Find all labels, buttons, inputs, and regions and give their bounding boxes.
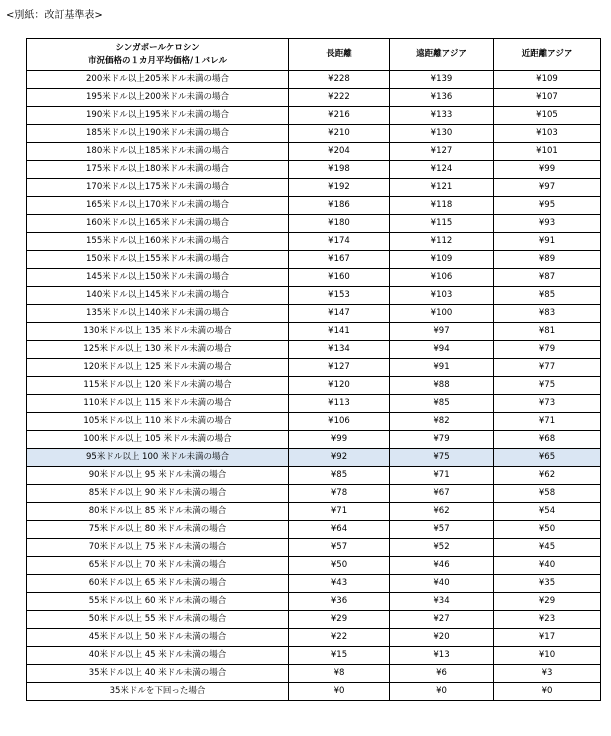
cell-price-range: 125米ドル以上 130 米ドル未満の場合: [27, 341, 289, 359]
table-row: [27, 395, 601, 413]
cell-long-distance: ¥153: [289, 287, 390, 305]
table-row: [27, 665, 601, 683]
cell-far-asia: ¥85: [390, 395, 494, 413]
cell-near-asia: ¥103: [494, 125, 601, 143]
cell-far-asia: ¥20: [390, 629, 494, 647]
cell-near-asia: ¥73: [494, 395, 601, 413]
cell-long-distance: ¥198: [289, 161, 390, 179]
cell-price-range: 190米ドル以上195米ドル未満の場合: [27, 107, 289, 125]
cell-near-asia: ¥85: [494, 287, 601, 305]
cell-far-asia: ¥106: [390, 269, 494, 287]
table-row: [27, 215, 601, 233]
cell-near-asia: ¥0: [494, 683, 601, 701]
table-row: [27, 413, 601, 431]
cell-near-asia: ¥45: [494, 539, 601, 557]
cell-long-distance: ¥192: [289, 179, 390, 197]
cell-near-asia: ¥91: [494, 233, 601, 251]
cell-price-range: 105米ドル以上 110 米ドル未満の場合: [27, 413, 289, 431]
table-row: [27, 233, 601, 251]
cell-far-asia: ¥100: [390, 305, 494, 323]
header-near-asia: 近距離アジア: [494, 39, 601, 71]
cell-long-distance: ¥120: [289, 377, 390, 395]
table-row: [27, 269, 601, 287]
cell-price-range: 155米ドル以上160米ドル未満の場合: [27, 233, 289, 251]
cell-far-asia: ¥46: [390, 557, 494, 575]
cell-far-asia: ¥75: [390, 449, 494, 467]
cell-near-asia: ¥77: [494, 359, 601, 377]
cell-long-distance: ¥186: [289, 197, 390, 215]
cell-price-range: 80米ドル以上 85 米ドル未満の場合: [27, 503, 289, 521]
header-condition-line2: 市況価格の１カ月平均価格/１バレル: [88, 55, 227, 66]
cell-near-asia: ¥105: [494, 107, 601, 125]
table-row: [27, 89, 601, 107]
table-row: [27, 575, 601, 593]
cell-near-asia: ¥50: [494, 521, 601, 539]
table-row: [27, 521, 601, 539]
cell-far-asia: ¥121: [390, 179, 494, 197]
cell-long-distance: ¥228: [289, 71, 390, 89]
cell-long-distance: ¥64: [289, 521, 390, 539]
cell-long-distance: ¥160: [289, 269, 390, 287]
header-condition: [27, 39, 289, 71]
cell-near-asia: ¥17: [494, 629, 601, 647]
cell-price-range: 45米ドル以上 50 米ドル未満の場合: [27, 629, 289, 647]
cell-long-distance: ¥8: [289, 665, 390, 683]
cell-near-asia: ¥71: [494, 413, 601, 431]
cell-near-asia: ¥10: [494, 647, 601, 665]
cell-far-asia: ¥27: [390, 611, 494, 629]
table-row: [27, 179, 601, 197]
cell-far-asia: ¥67: [390, 485, 494, 503]
cell-near-asia: ¥65: [494, 449, 601, 467]
cell-long-distance: ¥22: [289, 629, 390, 647]
cell-far-asia: ¥40: [390, 575, 494, 593]
cell-far-asia: ¥34: [390, 593, 494, 611]
cell-far-asia: ¥6: [390, 665, 494, 683]
table-row: [27, 683, 601, 701]
cell-near-asia: ¥62: [494, 467, 601, 485]
cell-near-asia: ¥58: [494, 485, 601, 503]
cell-price-range: 85米ドル以上 90 米ドル未満の場合: [27, 485, 289, 503]
cell-price-range: 35米ドル以上 40 米ドル未満の場合: [27, 665, 289, 683]
cell-near-asia: ¥97: [494, 179, 601, 197]
cell-near-asia: ¥35: [494, 575, 601, 593]
cell-price-range: 195米ドル以上200米ドル未満の場合: [27, 89, 289, 107]
cell-near-asia: ¥81: [494, 323, 601, 341]
table-row: [27, 611, 601, 629]
cell-price-range: 135米ドル以上140米ドル未満の場合: [27, 305, 289, 323]
table-row: [27, 323, 601, 341]
table-row: [27, 593, 601, 611]
table-row: [27, 557, 601, 575]
cell-long-distance: ¥167: [289, 251, 390, 269]
table-row: [27, 197, 601, 215]
cell-near-asia: ¥3: [494, 665, 601, 683]
cell-long-distance: ¥174: [289, 233, 390, 251]
cell-near-asia: ¥89: [494, 251, 601, 269]
table-body: [27, 71, 601, 701]
cell-near-asia: ¥107: [494, 89, 601, 107]
cell-near-asia: ¥93: [494, 215, 601, 233]
rate-table: [26, 38, 601, 701]
table-row: [27, 503, 601, 521]
cell-near-asia: ¥68: [494, 431, 601, 449]
cell-price-range: 185米ドル以上190米ドル未満の場合: [27, 125, 289, 143]
cell-long-distance: ¥15: [289, 647, 390, 665]
cell-long-distance: ¥180: [289, 215, 390, 233]
table-row: [27, 161, 601, 179]
cell-far-asia: ¥136: [390, 89, 494, 107]
cell-price-range: 50米ドル以上 55 米ドル未満の場合: [27, 611, 289, 629]
cell-price-range: 115米ドル以上 120 米ドル未満の場合: [27, 377, 289, 395]
header-far-asia: 遠距離アジア: [390, 39, 494, 71]
cell-long-distance: ¥141: [289, 323, 390, 341]
cell-price-range: 40米ドル以上 45 米ドル未満の場合: [27, 647, 289, 665]
cell-long-distance: ¥36: [289, 593, 390, 611]
cell-far-asia: ¥71: [390, 467, 494, 485]
cell-price-range: 60米ドル以上 65 米ドル未満の場合: [27, 575, 289, 593]
table-row: [27, 341, 601, 359]
cell-long-distance: ¥147: [289, 305, 390, 323]
table-row: [27, 431, 601, 449]
cell-near-asia: ¥75: [494, 377, 601, 395]
table-row: [27, 305, 601, 323]
cell-price-range: 200米ドル以上205米ドル未満の場合: [27, 71, 289, 89]
cell-far-asia: ¥82: [390, 413, 494, 431]
cell-far-asia: ¥139: [390, 71, 494, 89]
cell-near-asia: ¥109: [494, 71, 601, 89]
table-row: [27, 485, 601, 503]
cell-far-asia: ¥52: [390, 539, 494, 557]
document-title: <別紙：改訂基準表>: [6, 10, 103, 21]
cell-far-asia: ¥97: [390, 323, 494, 341]
cell-long-distance: ¥204: [289, 143, 390, 161]
cell-long-distance: ¥50: [289, 557, 390, 575]
cell-price-range: 75米ドル以上 80 米ドル未満の場合: [27, 521, 289, 539]
cell-far-asia: ¥130: [390, 125, 494, 143]
cell-long-distance: ¥106: [289, 413, 390, 431]
cell-price-range: 175米ドル以上180米ドル未満の場合: [27, 161, 289, 179]
cell-near-asia: ¥83: [494, 305, 601, 323]
table-row: [27, 125, 601, 143]
table-row: [27, 287, 601, 305]
cell-long-distance: ¥210: [289, 125, 390, 143]
cell-long-distance: ¥134: [289, 341, 390, 359]
cell-near-asia: ¥99: [494, 161, 601, 179]
cell-price-range: 100米ドル以上 105 米ドル未満の場合: [27, 431, 289, 449]
cell-long-distance: ¥85: [289, 467, 390, 485]
cell-price-range: 140米ドル以上145米ドル未満の場合: [27, 287, 289, 305]
cell-far-asia: ¥133: [390, 107, 494, 125]
table-row: [27, 251, 601, 269]
table-row: [27, 143, 601, 161]
cell-price-range: 35米ドルを下回った場合: [27, 683, 289, 701]
table-row: [27, 107, 601, 125]
cell-long-distance: ¥78: [289, 485, 390, 503]
cell-long-distance: ¥0: [289, 683, 390, 701]
cell-price-range: 55米ドル以上 60 米ドル未満の場合: [27, 593, 289, 611]
cell-far-asia: ¥62: [390, 503, 494, 521]
cell-near-asia: ¥87: [494, 269, 601, 287]
cell-price-range: 160米ドル以上165米ドル未満の場合: [27, 215, 289, 233]
cell-price-range: 90米ドル以上 95 米ドル未満の場合: [27, 467, 289, 485]
cell-long-distance: ¥127: [289, 359, 390, 377]
cell-price-range: 165米ドル以上170米ドル未満の場合: [27, 197, 289, 215]
cell-far-asia: ¥118: [390, 197, 494, 215]
cell-price-range: 65米ドル以上 70 米ドル未満の場合: [27, 557, 289, 575]
cell-near-asia: ¥29: [494, 593, 601, 611]
table-row: [27, 629, 601, 647]
cell-far-asia: ¥0: [390, 683, 494, 701]
cell-near-asia: ¥79: [494, 341, 601, 359]
cell-far-asia: ¥124: [390, 161, 494, 179]
cell-far-asia: ¥103: [390, 287, 494, 305]
cell-near-asia: ¥40: [494, 557, 601, 575]
cell-price-range: 110米ドル以上 115 米ドル未満の場合: [27, 395, 289, 413]
cell-near-asia: ¥95: [494, 197, 601, 215]
cell-price-range: 70米ドル以上 75 米ドル未満の場合: [27, 539, 289, 557]
cell-price-range: 180米ドル以上185米ドル未満の場合: [27, 143, 289, 161]
table-row: [27, 359, 601, 377]
table-row: [27, 467, 601, 485]
cell-near-asia: ¥54: [494, 503, 601, 521]
table-row: [27, 539, 601, 557]
cell-far-asia: ¥109: [390, 251, 494, 269]
cell-price-range: 120米ドル以上 125 米ドル未満の場合: [27, 359, 289, 377]
table-row: [27, 377, 601, 395]
cell-far-asia: ¥88: [390, 377, 494, 395]
cell-far-asia: ¥13: [390, 647, 494, 665]
cell-long-distance: ¥216: [289, 107, 390, 125]
cell-far-asia: ¥91: [390, 359, 494, 377]
cell-near-asia: ¥23: [494, 611, 601, 629]
table-header-row: [27, 39, 601, 71]
cell-long-distance: ¥29: [289, 611, 390, 629]
cell-far-asia: ¥79: [390, 431, 494, 449]
cell-price-range: 170米ドル以上175米ドル未満の場合: [27, 179, 289, 197]
header-long-distance: 長距離: [289, 39, 390, 71]
table-row: [27, 647, 601, 665]
cell-long-distance: ¥92: [289, 449, 390, 467]
cell-far-asia: ¥115: [390, 215, 494, 233]
cell-near-asia: ¥101: [494, 143, 601, 161]
cell-long-distance: ¥113: [289, 395, 390, 413]
cell-price-range: 95米ドル以上 100 米ドル未満の場合: [27, 449, 289, 467]
cell-long-distance: ¥71: [289, 503, 390, 521]
cell-price-range: 130米ドル以上 135 米ドル未満の場合: [27, 323, 289, 341]
cell-long-distance: ¥222: [289, 89, 390, 107]
cell-far-asia: ¥94: [390, 341, 494, 359]
table-row: [27, 71, 601, 89]
cell-long-distance: ¥99: [289, 431, 390, 449]
cell-long-distance: ¥57: [289, 539, 390, 557]
cell-far-asia: ¥57: [390, 521, 494, 539]
cell-far-asia: ¥127: [390, 143, 494, 161]
cell-price-range: 145米ドル以上150米ドル未満の場合: [27, 269, 289, 287]
cell-far-asia: ¥112: [390, 233, 494, 251]
table-row: [27, 449, 601, 467]
cell-long-distance: ¥43: [289, 575, 390, 593]
header-condition-line1: シンガポールケロシン: [115, 42, 200, 53]
cell-price-range: 150米ドル以上155米ドル未満の場合: [27, 251, 289, 269]
